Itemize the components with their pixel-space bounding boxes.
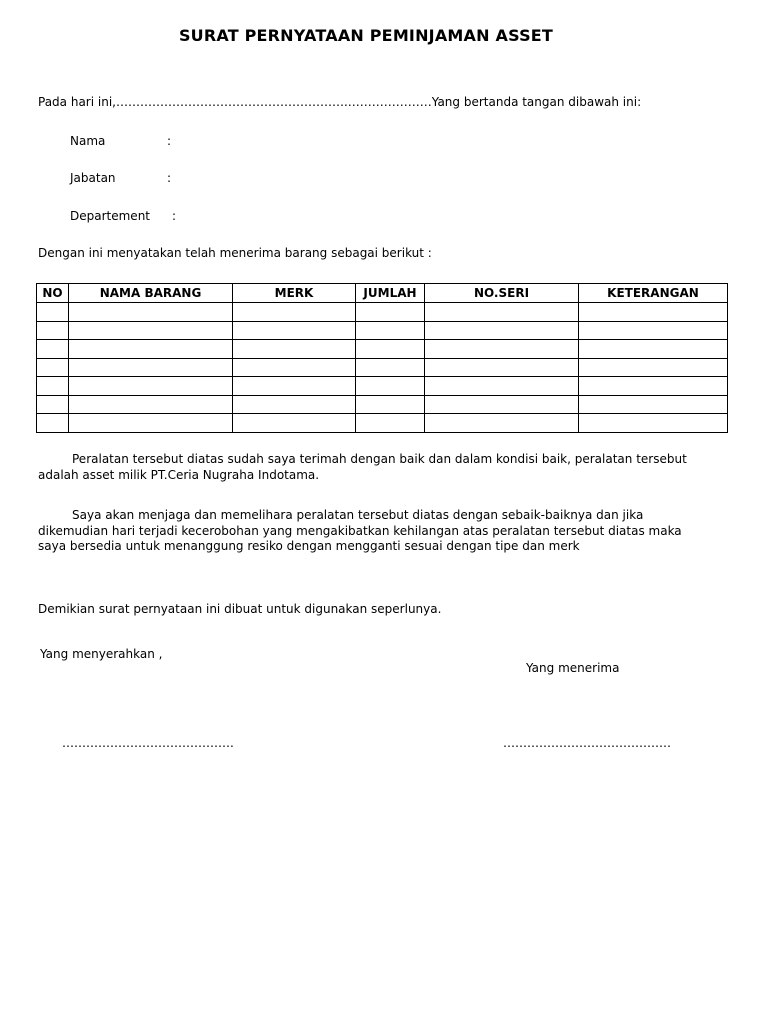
table-cell (356, 303, 425, 322)
table-cell (356, 414, 425, 433)
table-cell (579, 303, 728, 322)
table-cell (37, 377, 69, 396)
table-cell (233, 340, 356, 359)
table-cell (579, 377, 728, 396)
closing-line: Demikian surat pernyataan ini dibuat untuk digunakan seperlunya. (38, 602, 442, 616)
field-label-jabatan: Jabatan (70, 171, 116, 185)
table-cell (425, 321, 579, 340)
table-cell (425, 414, 579, 433)
table-cell (233, 377, 356, 396)
header-jumlah: JUMLAH (356, 284, 425, 303)
intro-line: Pada hari ini,………………………………………………….…………………Yang bertanda tangan dibawah ini: (38, 95, 642, 109)
table-cell (356, 395, 425, 414)
header-no-seri: NO.SERI (425, 284, 579, 303)
field-label-departement: Departement (70, 209, 150, 223)
table-row (37, 414, 728, 433)
statement-line: Dengan ini menyatakan telah menerima barang sebagai berikut : (38, 246, 432, 260)
table-cell (233, 303, 356, 322)
paragraph-ownership-text: Peralatan tersebut diatas sudah saya terimah dengan baik dan dalam kondisi baik, peralatan tersebut adalah asset milik PT.Ceria Nugraha Indotama. (38, 452, 687, 482)
paragraph-responsibility-text: Saya akan menjaga dan memelihara peralatan tersebut diatas dengan sebaik-baiknya dan jika dikemudian hari terjadi kecerobohan yang mengakibatkan kehilangan atas peralatan tersebut diatas maka saya bersedia untuk menanggung resiko dengan mengganti sesuai dengan tipe dan merk (38, 508, 682, 553)
header-nama-barang: NAMA BARANG (69, 284, 233, 303)
table-row (37, 303, 728, 322)
table-cell (579, 395, 728, 414)
table-cell (233, 414, 356, 433)
table-cell (37, 340, 69, 359)
table-cell (425, 358, 579, 377)
header-keterangan: KETERANGAN (579, 284, 728, 303)
table-cell (69, 340, 233, 359)
field-colon-jabatan: : (167, 171, 172, 185)
table-row (37, 321, 728, 340)
table-header-row (37, 284, 728, 303)
table-cell (233, 395, 356, 414)
table-row (37, 377, 728, 396)
table-cell (579, 358, 728, 377)
paragraph-ownership (38, 452, 710, 483)
table-cell (356, 340, 425, 359)
table-cell (425, 340, 579, 359)
items-table (36, 283, 728, 433)
table-cell (37, 303, 69, 322)
table-cell (37, 321, 69, 340)
signature-line-giver: ……………………………………. (62, 736, 234, 750)
table-cell (579, 340, 728, 359)
paragraph-responsibility (38, 508, 710, 555)
field-label-nama: Nama (70, 134, 106, 148)
table-cell (69, 321, 233, 340)
document-title: SURAT PERNYATAAN PEMINJAMAN ASSET (178, 26, 554, 45)
signature-label-receiver: Yang menerima (526, 661, 620, 675)
table-cell (37, 414, 69, 433)
header-no: NO (37, 284, 69, 303)
table-cell (69, 377, 233, 396)
table-cell (425, 303, 579, 322)
table-row (37, 358, 728, 377)
table-cell (69, 303, 233, 322)
table-body (37, 303, 728, 433)
table-cell (356, 321, 425, 340)
table-cell (37, 358, 69, 377)
table-cell (425, 395, 579, 414)
table-cell (69, 414, 233, 433)
table-cell (69, 395, 233, 414)
table-cell (579, 321, 728, 340)
table-cell (425, 377, 579, 396)
table-cell (233, 321, 356, 340)
table-row (37, 340, 728, 359)
table-cell (233, 358, 356, 377)
table-row (37, 395, 728, 414)
signature-line-receiver: …………………………………… (503, 736, 671, 750)
signature-label-giver: Yang menyerahkan , (40, 647, 163, 661)
header-merk: MERK (233, 284, 356, 303)
table-cell (69, 358, 233, 377)
table-cell (356, 377, 425, 396)
table-cell (356, 358, 425, 377)
field-colon-nama: : (167, 134, 172, 148)
table-cell (579, 414, 728, 433)
field-colon-departement: : (172, 209, 177, 223)
table-cell (37, 395, 69, 414)
